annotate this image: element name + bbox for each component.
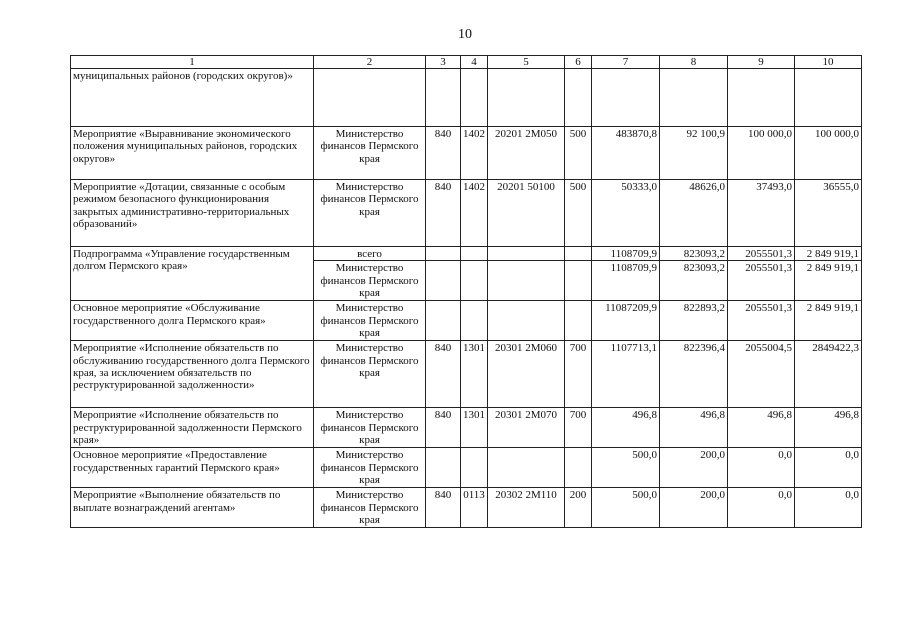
code-cell [488,301,565,341]
amount-cell: 1107713,1 [592,341,660,408]
budget-table [70,55,862,528]
amount-cell: 0,0 [728,448,795,488]
amount-cell: 2055501,3 [728,261,795,301]
code-cell [461,69,488,127]
amount-cell: 11087209,9 [592,301,660,341]
code-cell: 20201 50100 [488,180,565,247]
code-cell: 20301 2М060 [488,341,565,408]
amount-cell: 2055501,3 [728,301,795,341]
table-row [71,448,862,488]
amount-cell [795,69,862,127]
code-cell: 1301 [461,341,488,408]
amount-cell: 200,0 [660,448,728,488]
amount-cell: 2 849 919,1 [795,261,862,301]
amount-cell: 0,0 [795,488,862,528]
activity-name-cell: Мероприятие «Дотации, связанные с особым режимом безопасного функционирования закрытых административно-территориальных образований» [71,180,314,247]
code-cell [565,69,592,127]
amount-cell: 50333,0 [592,180,660,247]
code-cell [426,301,461,341]
header-cell: 6 [565,56,592,69]
amount-cell: 823093,2 [660,247,728,261]
code-cell [565,247,592,261]
code-cell [488,448,565,488]
header-cell: 5 [488,56,565,69]
table-row [71,341,862,408]
executor-cell [314,69,426,127]
code-cell: 500 [565,180,592,247]
amount-cell: 823093,2 [660,261,728,301]
table-row [71,301,862,341]
amount-cell: 822893,2 [660,301,728,341]
table-row [71,488,862,528]
code-cell [565,261,592,301]
activity-name-cell: муниципальных районов (городских округов)» [71,69,314,127]
amount-cell: 500,0 [592,448,660,488]
code-cell [461,261,488,301]
amount-cell: 0,0 [795,448,862,488]
code-cell: 840 [426,341,461,408]
header-cell: 9 [728,56,795,69]
code-cell: 840 [426,180,461,247]
amount-cell: 92 100,9 [660,127,728,180]
amount-cell: 1108709,9 [592,247,660,261]
header-cell: 3 [426,56,461,69]
code-cell: 20302 2М110 [488,488,565,528]
executor-cell: Министерство финансов Пермского края [314,180,426,247]
code-cell [488,247,565,261]
activity-name-cell: Мероприятие «Выполнение обязательств по выплате вознаграждений агентам» [71,488,314,528]
code-cell [461,448,488,488]
code-cell [426,448,461,488]
code-cell: 20201 2М050 [488,127,565,180]
amount-cell: 2849422,3 [795,341,862,408]
amount-cell [660,69,728,127]
amount-cell: 496,8 [660,408,728,448]
code-cell: 700 [565,408,592,448]
code-cell [461,247,488,261]
executor-cell: Министерство финансов Пермского края [314,261,426,301]
amount-cell: 483870,8 [592,127,660,180]
amount-cell: 200,0 [660,488,728,528]
table-row [71,69,862,127]
code-cell: 200 [565,488,592,528]
activity-name-cell: Мероприятие «Исполнение обязательств по обслуживанию государственного долга Пермского края, за исключением обязательств по реструктурированной задолженности» [71,341,314,408]
table-row [71,247,862,261]
header-row [71,56,862,69]
code-cell: 500 [565,127,592,180]
amount-cell: 496,8 [592,408,660,448]
executor-cell: Министерство финансов Пермского края [314,448,426,488]
code-cell: 700 [565,341,592,408]
code-cell [565,448,592,488]
code-cell [426,261,461,301]
code-cell: 20301 2М070 [488,408,565,448]
amount-cell: 36555,0 [795,180,862,247]
activity-name-cell: Основное мероприятие «Обслуживание государственного долга Пермского края» [71,301,314,341]
code-cell: 840 [426,488,461,528]
code-cell [461,301,488,341]
amount-cell: 1108709,9 [592,261,660,301]
header-cell: 7 [592,56,660,69]
activity-name-cell: Мероприятие «Исполнение обязательств по реструктурированной задолженности Пермского края» [71,408,314,448]
amount-cell: 500,0 [592,488,660,528]
executor-cell: Министерство финансов Пермского края [314,488,426,528]
amount-cell: 2055004,5 [728,341,795,408]
amount-cell: 0,0 [728,488,795,528]
executor-cell: всего [314,247,426,261]
page-number: 10 [458,27,472,42]
amount-cell [728,69,795,127]
header-cell: 8 [660,56,728,69]
amount-cell: 37493,0 [728,180,795,247]
header-cell: 10 [795,56,862,69]
header-cell: 2 [314,56,426,69]
code-cell: 1402 [461,180,488,247]
code-cell: 840 [426,127,461,180]
amount-cell: 100 000,0 [795,127,862,180]
code-cell: 840 [426,408,461,448]
amount-cell: 2 849 919,1 [795,301,862,341]
table-row [71,408,862,448]
activity-name-cell: Мероприятие «Выравнивание экономического положения муниципальных районов, городских округов» [71,127,314,180]
code-cell: 0113 [461,488,488,528]
executor-cell: Министерство финансов Пермского края [314,408,426,448]
amount-cell: 2 849 919,1 [795,247,862,261]
code-cell [488,69,565,127]
code-cell [488,261,565,301]
executor-cell: Министерство финансов Пермского края [314,127,426,180]
activity-name-cell: Основное мероприятие «Предоставление государственных гарантий Пермского края» [71,448,314,488]
code-cell [426,69,461,127]
program-name-cell: Подпрограмма «Управление государственным долгом Пермского края» [71,247,314,301]
amount-cell: 496,8 [795,408,862,448]
code-cell: 1402 [461,127,488,180]
header-cell: 4 [461,56,488,69]
header-cell: 1 [71,56,314,69]
code-cell [426,247,461,261]
amount-cell [592,69,660,127]
table-row [71,180,862,247]
code-cell: 1301 [461,408,488,448]
code-cell [565,301,592,341]
amount-cell: 48626,0 [660,180,728,247]
executor-cell: Министерство финансов Пермского края [314,301,426,341]
amount-cell: 100 000,0 [728,127,795,180]
amount-cell: 496,8 [728,408,795,448]
amount-cell: 2055501,3 [728,247,795,261]
amount-cell: 822396,4 [660,341,728,408]
table-row [71,127,862,180]
executor-cell: Министерство финансов Пермского края [314,341,426,408]
